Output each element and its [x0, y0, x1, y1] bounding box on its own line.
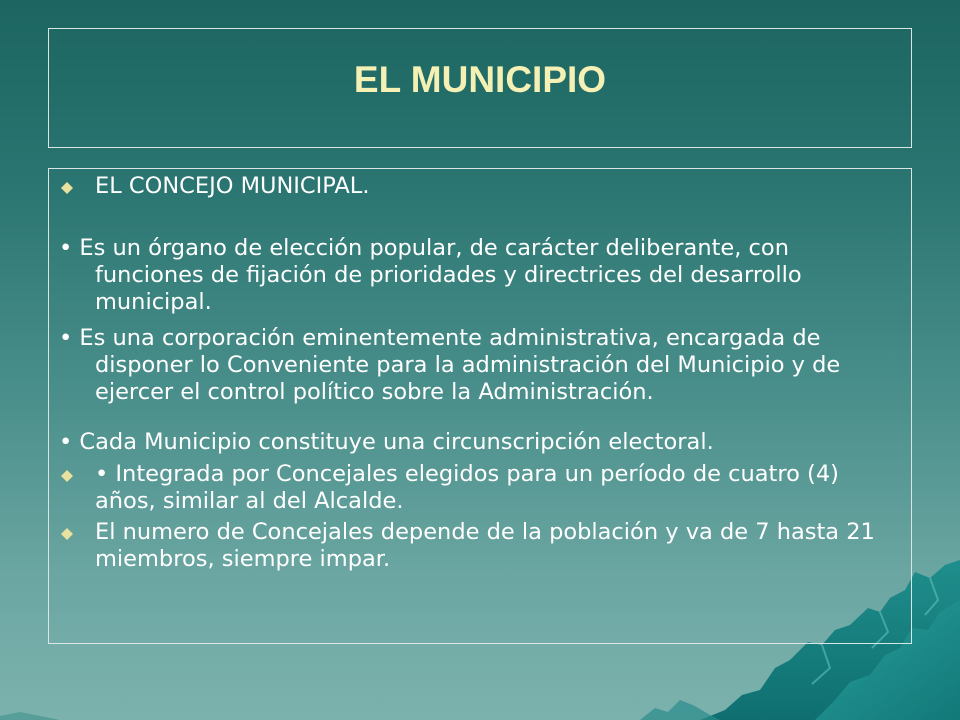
title-box — [48, 28, 912, 148]
diamond-icon — [61, 528, 73, 540]
diamond-icon — [61, 182, 73, 194]
list-item — [49, 519, 911, 573]
list-item — [49, 325, 911, 406]
list-item-text: El numero de Concejales depende de la población y va de 7 hasta 21 miembros, siempre impar. — [95, 519, 875, 572]
content-box — [48, 168, 912, 644]
list-item — [49, 429, 911, 456]
list-item-text: • Es un órgano de elección popular, de carácter deliberante, con funciones de fijación de prioridades y directrices del desarrollo municipal. — [59, 235, 802, 315]
list-item-text: • Cada Municipio constituye una circunscripción electoral. — [59, 429, 714, 455]
list-item — [49, 173, 911, 200]
list-item — [49, 235, 911, 316]
slide-title: EL MUNICIPIO — [353, 59, 607, 100]
list-item-text: • Integrada por Concejales elegidos para un período de cuatro (4) años, similar al del Alcalde. — [95, 461, 839, 514]
list-item-text: EL CONCEJO MUNICIPAL. — [95, 173, 370, 199]
diamond-icon — [61, 470, 73, 482]
list-item-text: • Es una corporación eminentemente administrativa, encargada de disponer lo Conveniente para la administración del Municipio y de ejercer el control político sobre la Administración. — [59, 325, 841, 405]
list-item — [49, 461, 911, 515]
